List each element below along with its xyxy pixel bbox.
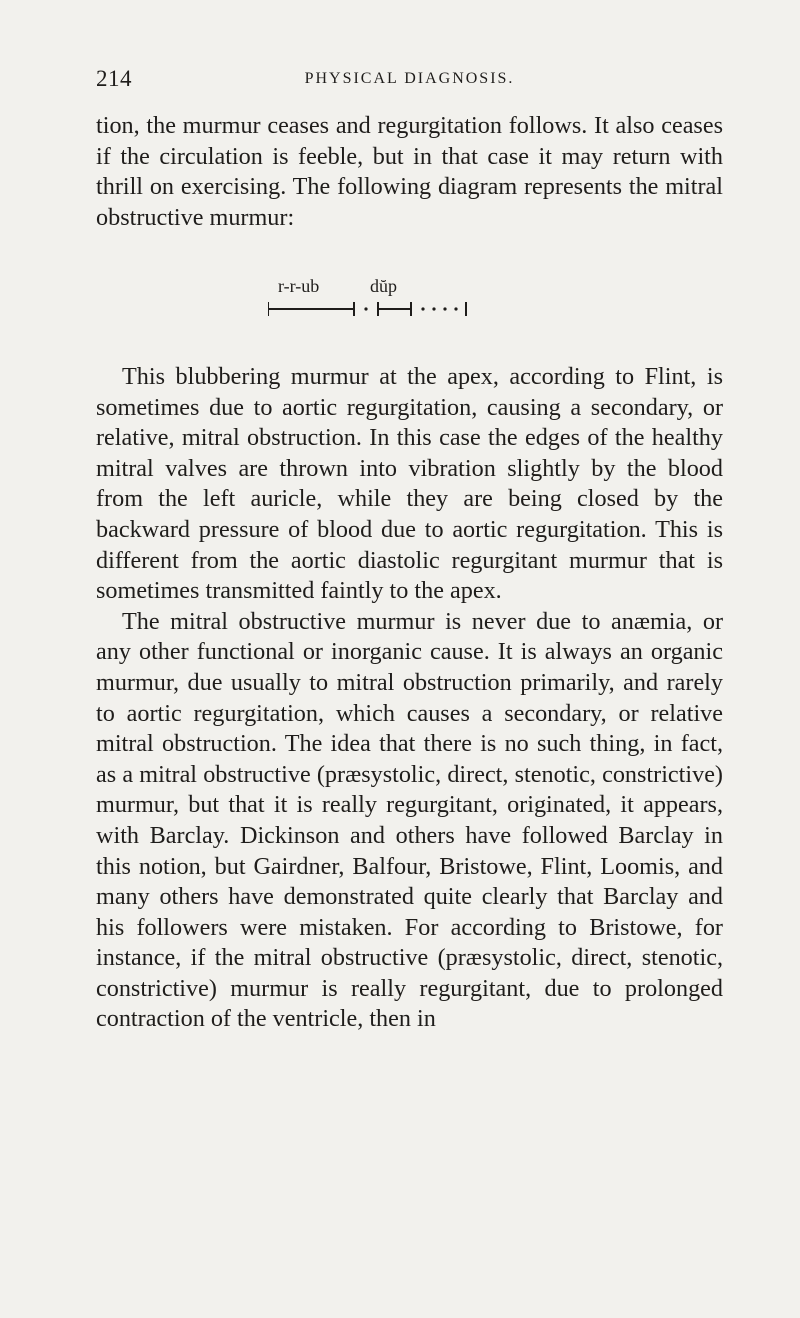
paragraph-3: The mitral obstructive murmur is never due to anæmia, or any other functional or inorganic cause. It is always an organic murmur, due usually to mitral obstruction primarily, and rarely to aortic regurgitation, which causes a secondary, or relative mitral obstruction. The idea that there is no such thing, in fact, as a mitral obstructive (præsystolic, direct, stenotic, constrictive) murmur, but that it is really regurgitant, originated, it appears, with Barclay. Dickinson and others have followed Barclay in this notion, but Gairdner, Balfour, Bristowe, Flint, Loomis, and many others have demonstrated quite clearly that Barclay and his followers were mistaken. For according to Bristowe, for instance, if the mitral obstructive (præsystolic, direct, stenotic, constrictive) murmur is really regurgitant, due to prolonged contraction of the ventricle, then in — [96, 607, 723, 1033]
paragraph-intro — [96, 111, 723, 233]
page-number: 214 — [96, 66, 132, 91]
murmur-diagram — [268, 276, 508, 326]
page-header — [96, 66, 723, 102]
main-text — [96, 362, 723, 1035]
paragraph-1: tion, the murmur ceases and regurgitation follows. It also ceases if the circulation is feeble, but in that case it may return with thrill on exercising. The following diagram represents the mitral obstructive murmur: — [96, 112, 723, 231]
diagram-label-dup: dŭp — [370, 276, 397, 296]
paragraph-2: This blubbering murmur at the apex, according to Flint, is sometimes due to aortic regurgitation, causing a secondary, or relative, mitral obstruction. In this case the edges of the healthy mitral valves are thrown into vibration slightly by the blood from the left auricle, while they are being closed by the backward pressure of blood due to aortic regurgitation. This is different from the aortic diastolic regurgitant murmur that is sometimes transmitted faintly to the apex. — [96, 363, 723, 605]
running-head: PHYSICAL DIAGNOSIS. — [304, 70, 515, 87]
murmur-timeline-graphic — [268, 298, 508, 322]
diagram-label-murmur: r-r-ub — [278, 276, 320, 296]
